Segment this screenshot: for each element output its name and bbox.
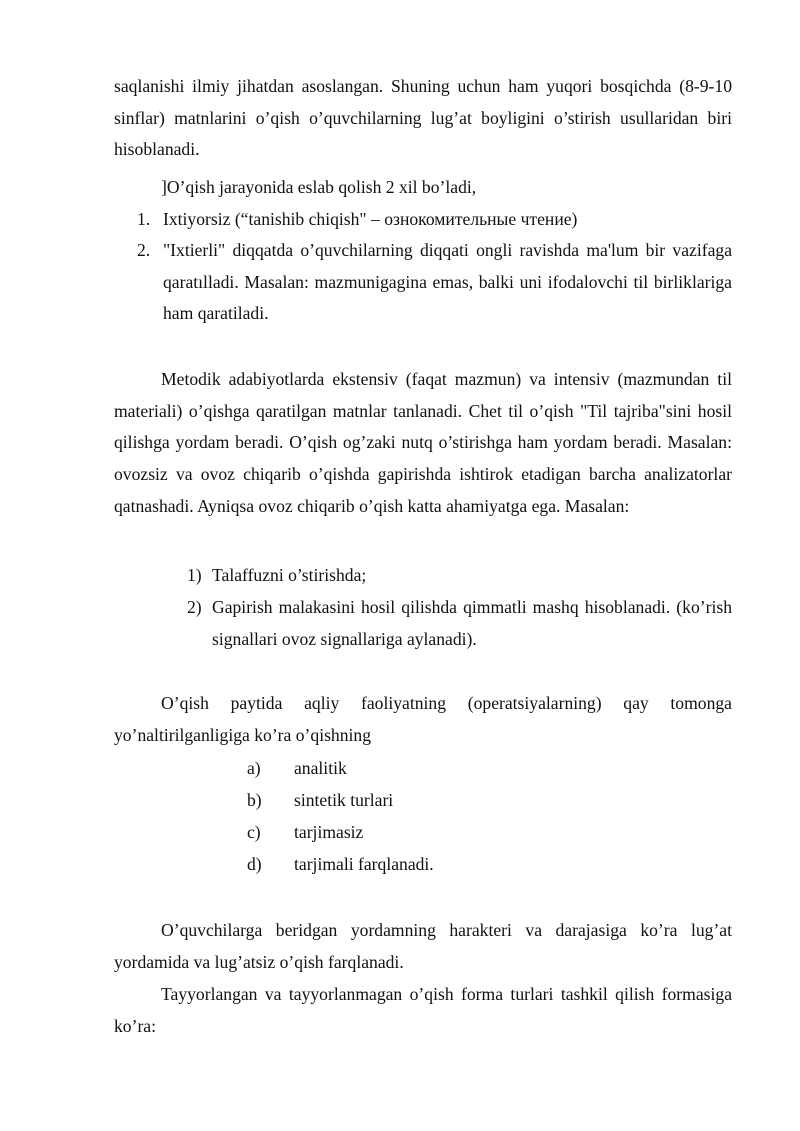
memory-item-marker: 2. (137, 240, 151, 260)
types-item-text: sintetik turlari (294, 790, 394, 810)
speech-item-marker: 1) (187, 565, 202, 585)
speech-item-text: Talaffuzni o’stirishda; (212, 565, 367, 585)
types-item-text: tarjimali farqlanadi. (294, 854, 434, 874)
types-item-marker: d) (247, 854, 262, 874)
memory-item-marker: 1. (137, 209, 151, 229)
types-item-text: analitik (294, 758, 347, 778)
mental-activity-paragraph: O’qish paytida aqliy faoliyatning (operatsiyalarning) qay tomonga yo’naltirilganligiga ko’ra o’qishning (114, 693, 732, 745)
types-item-marker: b) (247, 790, 262, 810)
types-item-marker: a) (247, 758, 261, 778)
methodic-paragraph: Metodik adabiyotlarda ekstensiv (faqat mazmun) va intensiv (mazmundan til materiali) o’qishga qaratilgan matnlar tanlanadi. Chet til o’qish "Til tajriba"sini hosil qilishga yordam beradi. O’qish og’zaki nutq o’stirishga ham yordam beradi. Masalan: ovozsiz va ovoz chiqarib o’qishda gapirishda ishtirok etadigan barcha analizatorlar qatnashadi. Ayniqsa ovoz chiqarib o’qish katta ahamiyatga ega. Masalan: (114, 369, 732, 516)
types-item-text: tarjimasiz (294, 822, 364, 842)
help-paragraph: O’quvchilarga beridgan yordamning harakteri va darajasiga ko’ra lug’at yordamida va lug’atsiz o’qish farqlanadi. (114, 920, 732, 972)
forms-paragraph: Tayyorlangan va tayyorlanmagan o’qish forma turlari tashkil qilish formasiga ko’ra: (114, 984, 732, 1036)
speech-item-marker: 2) (187, 597, 202, 617)
intro-paragraph: saqlanishi ilmiy jihatdan asoslangan. Shuning uchun ham yuqori bosqichda (8-9-10 sinflar) matnlarini o’qish o’quvchilarning lug’at boyligini o’stirish usullaridan biri hisoblanadi. (114, 76, 732, 160)
types-item-marker: c) (247, 822, 261, 842)
memory-item-text: "Ixtierli" diqqatda o’quvchilarning diqqati ongli ravishda ma'lum bir vazifaga qaratılladi. Masalan: mazmunigagina emas, balki uni ifodalovchi til birliklariga ham qaratiladi. (163, 240, 732, 324)
speech-item-text: Gapirish malakasini hosil qilishda qimmatli mashq hisoblanadi. (ko’rish signallari ovoz signallariga aylanadi). (212, 597, 732, 649)
memory-heading: ]O’qish jarayonida eslab qolish 2 xil bo’ladi, (161, 177, 477, 197)
memory-item-text: Ixtiyorsiz (“tanishib chiqish" – ознокомительные чтение) (163, 209, 578, 229)
